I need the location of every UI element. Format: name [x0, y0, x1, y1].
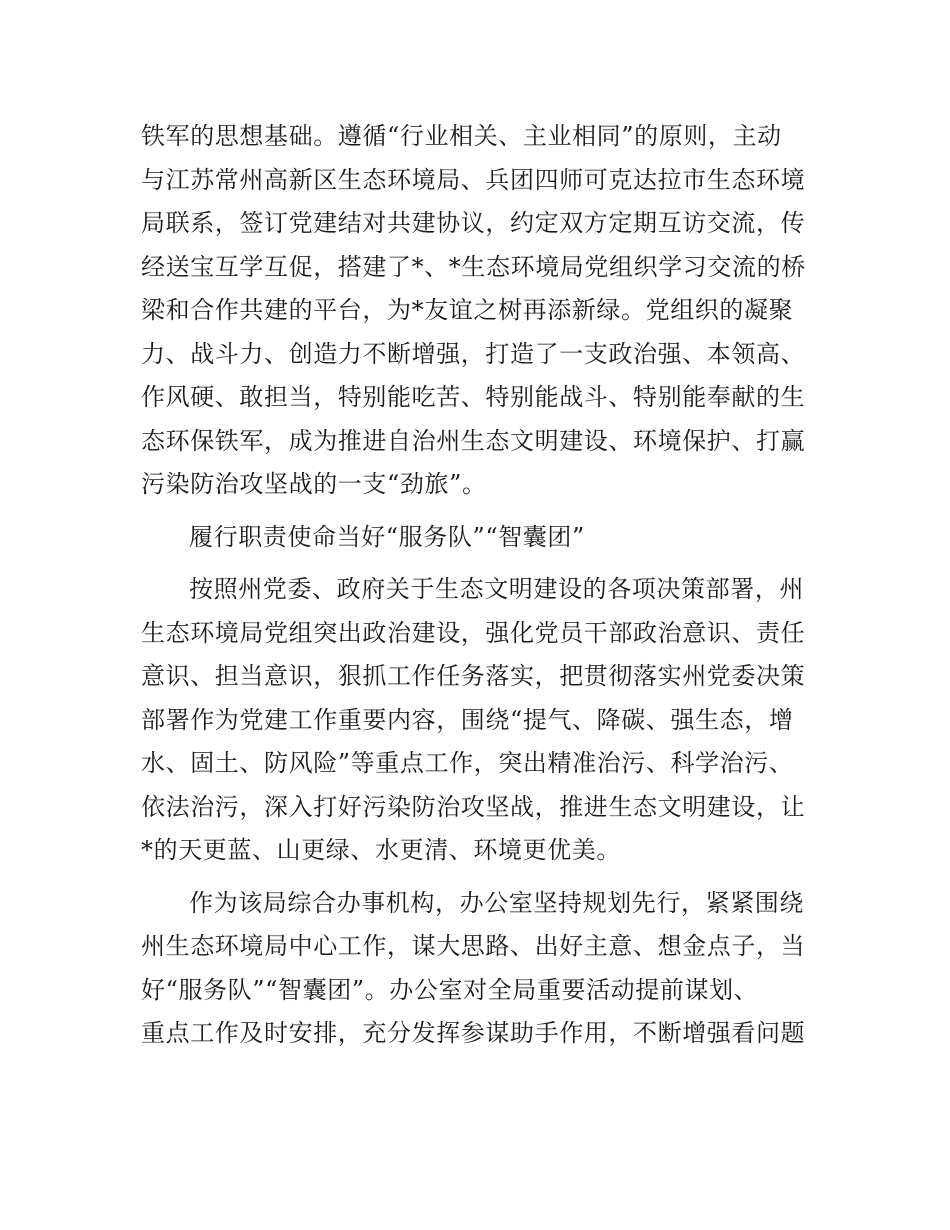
- paragraph-spacer: [141, 559, 813, 568]
- text-line: 污染防治攻坚战的一支“劲旅”。: [141, 470, 487, 498]
- heading-line: 履行职责使命当好“服务队”“智囊团”: [189, 522, 585, 551]
- section-heading: [141, 516, 813, 560]
- text-line: 依法治污，深入打好污染防治攻坚战，推进生态文明建设，让: [141, 792, 806, 821]
- text-line: 态环保铁军，成为推进自治州生态文明建设、环境保护、打赢: [141, 426, 806, 455]
- text-line: 梁和合作共建的平台，为*友谊之树再添新绿。党组织的凝聚: [141, 296, 794, 324]
- paragraph-spacer: [141, 507, 813, 516]
- paragraph-office-role: [141, 882, 813, 1056]
- paragraph-spacer: [141, 873, 813, 882]
- paragraph-decision-implementation: [141, 568, 813, 873]
- text-line: 局联系，签订党建结对共建协议，约定双方定期互访交流，传: [141, 209, 806, 237]
- text-line: 重点工作及时安排，充分发挥参谋助手作用，不断增强看问题: [141, 1019, 806, 1047]
- text-line: 按照州党委、政府关于生态文明建设的各项决策部署，州: [189, 575, 804, 603]
- text-line: 生态环境局党组突出政治建设，强化党员干部政治意识、责任: [141, 618, 806, 647]
- text-line: 部署作为党建工作重要内容，围绕“提气、降碳、强生态，增: [141, 705, 794, 734]
- paragraph-party-building: [141, 115, 813, 507]
- text-line: 与江苏常州高新区生态环境局、兵团四师可克达拉市生态环境: [141, 165, 806, 194]
- text-line: 力、战斗力、创造力不断增强，打造了一支政治强、本领高、: [141, 339, 806, 368]
- text-line: 好“服务队”“智囊团”。办公室对全局重要活动提前谋划、: [141, 975, 759, 1004]
- text-line: *的天更蓝、山更绿、水更清、环境更优美。: [141, 836, 621, 864]
- text-line: 经送宝互学互促，搭建了*、*生态环境局党组织学习交流的桥: [141, 252, 806, 281]
- text-line: 意识、担当意识，狠抓工作任务落实，把贯彻落实州党委决策: [141, 662, 806, 690]
- text-line: 水、固土、防风险”等重点工作，突出精准治污、科学治污、: [141, 749, 794, 777]
- text-line: 州生态环境局中心工作，谋大思路、出好主意、想金点子，当: [141, 932, 806, 960]
- text-line: 作风硬、敢担当，特别能吃苦、特别能战斗、特别能奉献的生: [141, 383, 806, 411]
- text-line: 作为该局综合办事机构，办公室坚持规划先行，紧紧围绕: [189, 888, 804, 917]
- document-body: [141, 115, 813, 1056]
- text-line: 铁军的思想基础。遵循“行业相关、主业相同”的原则，主动: [141, 122, 782, 150]
